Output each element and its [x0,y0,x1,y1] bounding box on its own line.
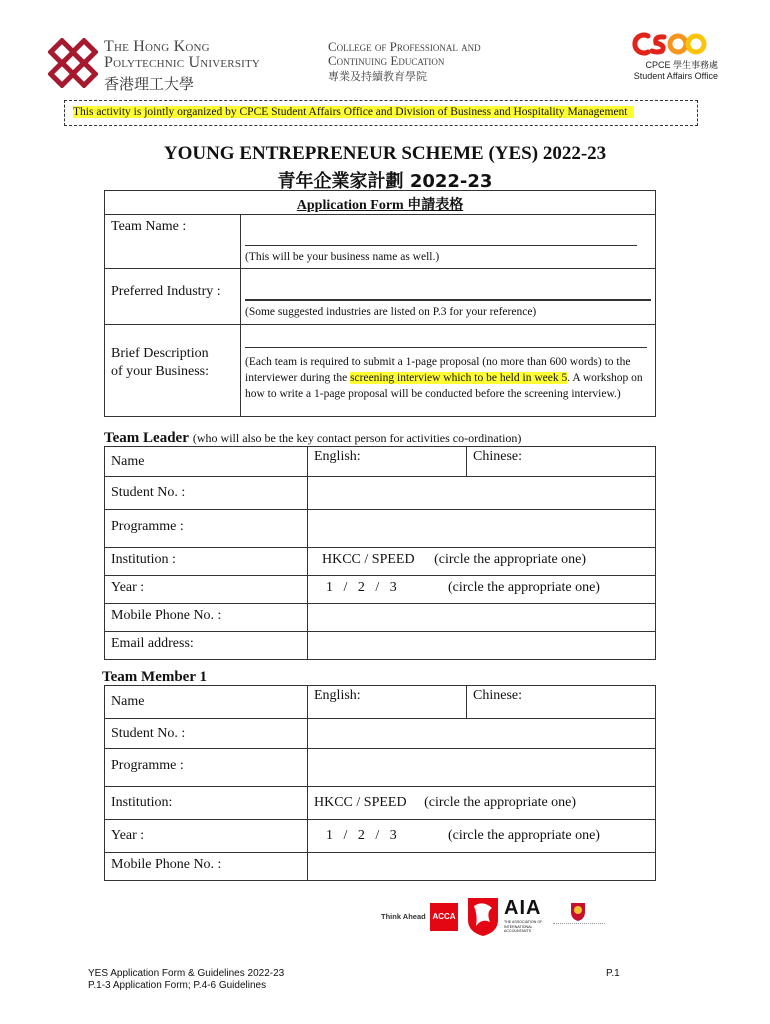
description-line [245,347,647,348]
team-member-1-table [104,685,656,881]
member1-year-label: Year : [105,820,308,853]
leader-english-name-field[interactable] [308,447,467,477]
member1-english-label: English: [314,688,361,703]
industry-line [245,299,651,301]
team-name-label: Team Name : [105,215,241,269]
leader-year-label: Year : [105,576,308,604]
think-ahead-text: Think Ahead [381,912,426,921]
leader-year-options[interactable]: 1 / 2 / 3 [326,580,397,595]
page-number: P.1 [606,968,620,979]
joint-organizer-notice [64,100,698,126]
description-label-line1: Brief Description [111,346,209,361]
member1-chinese-label: Chinese: [473,688,522,703]
member1-chinese-name-field[interactable] [467,686,656,719]
member1-institution-hint: (circle the appropriate one) [424,795,577,810]
leader-chinese-label: Chinese: [473,449,522,464]
team-leader-table [104,446,656,660]
application-form-heading: Application Form 申請表格 [105,191,656,215]
member1-student-no-field[interactable] [308,719,656,749]
team-member-1-heading: Team Member 1 [102,669,207,685]
cpce-name-line1: College of Professional and [328,39,481,54]
description-note [245,354,651,402]
leader-institution-field[interactable] [308,548,656,576]
team-leader-heading [104,429,521,447]
scheme-title-chinese: 青年企業家計劃 2022-23 [277,171,493,192]
member1-student-no-label: Student No. : [105,719,308,749]
polyu-name-line2: Polytechnic University [104,54,261,71]
csao-logo [632,30,708,58]
aia-logo: AIA [504,897,542,919]
member1-programme-field[interactable] [308,749,656,787]
polyu-name [104,39,260,71]
leader-programme-field[interactable] [308,510,656,548]
polyu-logo [48,38,98,88]
member1-institution-options[interactable]: HKCC / SPEED [314,795,407,810]
description-note-part1: (Each team is required to submit a 1-page proposal (no more than 600 words) to the interviewer during the [245,356,631,384]
footer-line1: YES Application Form & Guidelines 2022-23 [88,968,285,979]
member1-programme-label: Programme : [105,749,308,787]
acca-logo: ACCA [430,903,458,931]
member1-year-hint: (circle the appropriate one) [448,828,600,843]
crest-shield-icon [466,896,500,938]
description-label-line2: of your Business: [111,364,209,379]
leader-student-no-field[interactable] [308,477,656,510]
application-table [104,190,656,417]
leader-institution-label: Institution : [105,548,308,576]
member1-institution-label: Institution: [105,787,308,820]
description-label [105,325,241,417]
member1-year-field[interactable] [308,820,656,853]
member1-mobile-label: Mobile Phone No. : [105,853,308,881]
leader-student-no-label: Student No. : [105,477,308,510]
team-leader-subtitle: (who will also be the key contact person for activities co-ordination) [192,431,522,445]
cpce-chinese-name: 專業及持續教育學院 [328,70,427,83]
leader-mobile-field[interactable] [308,604,656,632]
aia-subtitle: THE ASSOCIATION OF INTERNATIONAL ACCOUNTANTS [504,920,543,933]
csao-english-name: Student Affairs Office [633,71,718,81]
industry-note: (Some suggested industries are listed on P.3 for your reference) [245,306,537,318]
association-text-icon [553,923,605,928]
leader-year-field[interactable] [308,576,656,604]
team-name-cell[interactable] [241,215,656,269]
member1-mobile-field[interactable] [308,853,656,881]
description-note-part2: . A workshop on how to write a 1-page proposal will be conducted before the screening interview.) [245,372,643,400]
team-name-note: (This will be your business name as well.) [245,251,440,263]
member1-year-options[interactable]: 1 / 2 / 3 [326,828,397,843]
leader-mobile-label: Mobile Phone No. : [105,604,308,632]
association-crest-icon [568,900,588,922]
team-name-line [245,245,637,246]
leader-institution-hint: (circle the appropriate one) [434,552,587,567]
polyu-name-line1: The Hong Kong [104,38,210,55]
footer-line2: P.1-3 Application Form; P.4-6 Guidelines [88,980,267,991]
leader-name-label: Name [105,447,308,477]
leader-english-label: English: [314,449,361,464]
team-leader-title: Team Leader [104,430,189,446]
industry-cell[interactable] [241,269,656,325]
leader-chinese-name-field[interactable] [467,447,656,477]
industry-label: Preferred Industry : [105,269,241,325]
leader-email-field[interactable] [308,632,656,660]
leader-year-hint: (circle the appropriate one) [448,580,600,595]
description-cell[interactable] [241,325,656,417]
footer-info [88,968,284,992]
csao-text [618,60,718,82]
notice-text: This activity is jointly organized by CPCE Student Affairs Office and Division of Business and Hospitality Management [73,106,634,118]
member1-name-label: Name [105,686,308,719]
polyu-chinese-name: 香港理工大學 [104,75,195,93]
member1-english-name-field[interactable] [308,686,467,719]
leader-email-label: Email address: [105,632,308,660]
leader-institution-options[interactable]: HKCC / SPEED [322,552,415,567]
cpce-name [328,40,481,68]
scheme-title: YOUNG ENTREPRENEUR SCHEME (YES) 2022-23 [163,143,607,164]
description-note-highlight: screening interview which to be held in week 5 [350,372,568,384]
member1-institution-field[interactable] [308,787,656,820]
cpce-name-line2: Continuing Education [328,53,445,68]
leader-programme-label: Programme : [105,510,308,548]
csao-chinese-name: CPCE 學生事務處 [645,60,718,70]
